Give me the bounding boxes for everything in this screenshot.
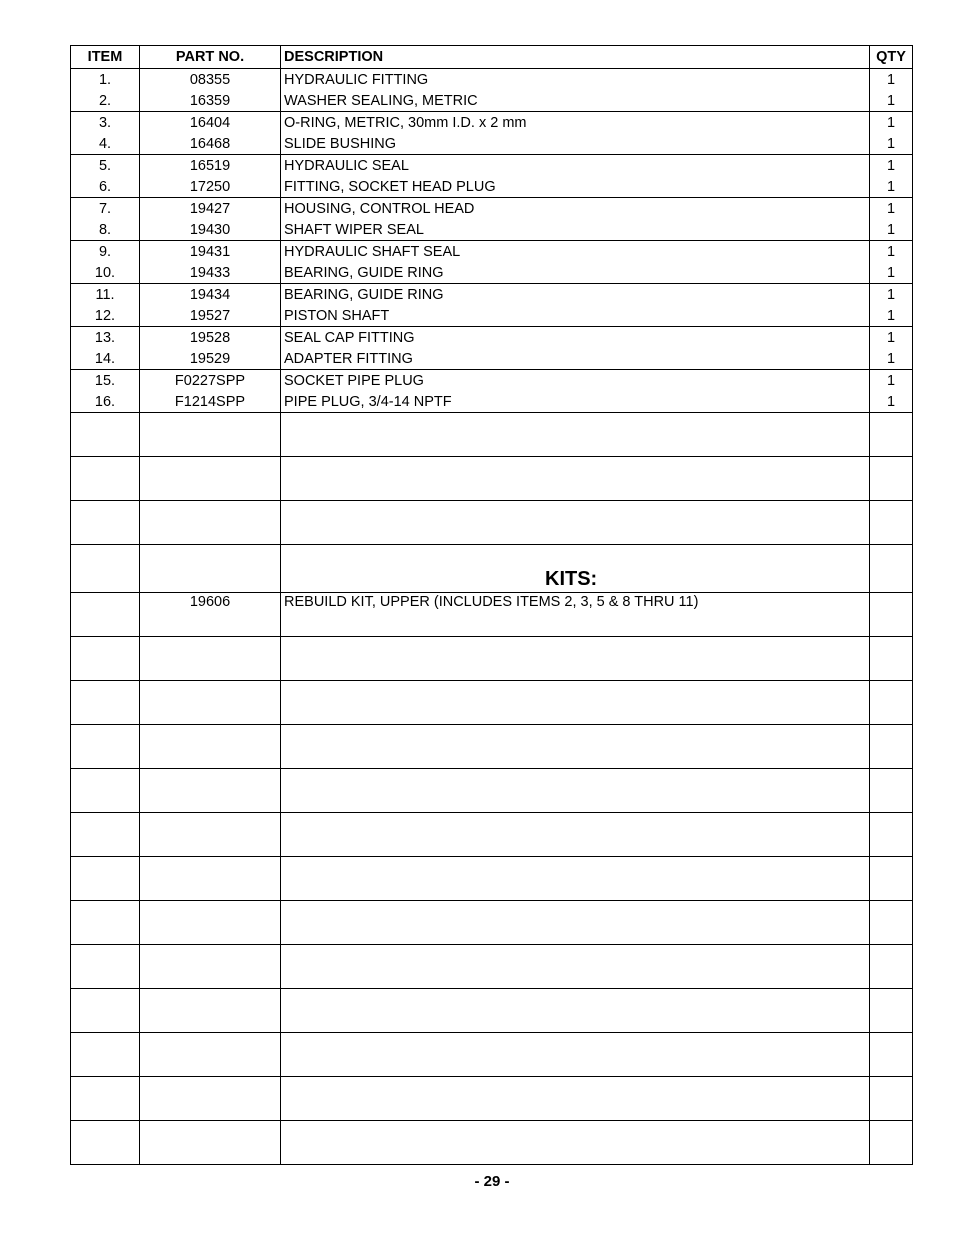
blank-row <box>71 813 913 857</box>
cell-part-no <box>140 1077 281 1121</box>
cell-description <box>281 725 870 769</box>
table-row <box>71 69 913 91</box>
cell-qty: 1 <box>870 348 913 370</box>
blank-row <box>71 769 913 813</box>
cell-item: 13. <box>71 327 140 349</box>
page-number: - 29 - <box>474 1173 510 1190</box>
cell-qty: 1 <box>870 176 913 198</box>
blank-row <box>71 945 913 989</box>
cell-part-no <box>140 545 281 593</box>
table-row <box>71 133 913 155</box>
cell-part-no: 16519 <box>140 155 281 177</box>
cell-description <box>281 1077 870 1121</box>
cell-item <box>71 501 140 545</box>
table-row <box>71 155 913 177</box>
cell-item <box>71 1121 140 1165</box>
cell-qty <box>870 813 913 857</box>
table-row <box>71 90 913 112</box>
cell-qty <box>870 1077 913 1121</box>
cell-item <box>71 989 140 1033</box>
cell-part-no: 19427 <box>140 198 281 220</box>
parts-table <box>70 45 913 1165</box>
cell-description <box>281 637 870 681</box>
cell-qty: 1 <box>870 391 913 413</box>
cell-description <box>281 989 870 1033</box>
cell-part-no: F1214SPP <box>140 391 281 413</box>
cell-part-no: 16404 <box>140 112 281 134</box>
cell-qty <box>870 413 913 457</box>
blank-row <box>71 501 913 545</box>
cell-description <box>281 901 870 945</box>
cell-description <box>281 501 870 545</box>
cell-qty: 1 <box>870 198 913 220</box>
cell-part-no: 19529 <box>140 348 281 370</box>
cell-description: PISTON SHAFT <box>281 305 870 327</box>
table-row <box>71 348 913 370</box>
blank-row <box>71 1121 913 1165</box>
cell-part-no: 16468 <box>140 133 281 155</box>
table-row <box>71 305 913 327</box>
cell-qty <box>870 1033 913 1077</box>
cell-item <box>71 457 140 501</box>
cell-item <box>71 813 140 857</box>
cell-item <box>71 1033 140 1077</box>
column-header-description: DESCRIPTION <box>281 46 870 69</box>
cell-qty: 1 <box>870 133 913 155</box>
cell-part-no <box>140 989 281 1033</box>
cell-item <box>71 1077 140 1121</box>
cell-item <box>71 637 140 681</box>
cell-qty <box>870 945 913 989</box>
cell-item: 11. <box>71 284 140 306</box>
cell-part-no <box>140 857 281 901</box>
cell-description: PIPE PLUG, 3/4-14 NPTF <box>281 391 870 413</box>
cell-part-no: 19434 <box>140 284 281 306</box>
cell-qty: 1 <box>870 327 913 349</box>
cell-qty: 1 <box>870 90 913 112</box>
table-row <box>71 112 913 134</box>
kit-row <box>71 593 913 637</box>
cell-description <box>281 1033 870 1077</box>
cell-qty <box>870 593 913 637</box>
blank-row <box>71 901 913 945</box>
blank-row <box>71 857 913 901</box>
cell-qty: 1 <box>870 241 913 263</box>
cell-qty: 1 <box>870 284 913 306</box>
cell-qty: 1 <box>870 262 913 284</box>
cell-description: FITTING, SOCKET HEAD PLUG <box>281 176 870 198</box>
cell-part-no: 16359 <box>140 90 281 112</box>
cell-part-no: 19528 <box>140 327 281 349</box>
cell-item <box>71 413 140 457</box>
cell-item: 10. <box>71 262 140 284</box>
cell-qty: 1 <box>870 112 913 134</box>
cell-qty <box>870 545 913 593</box>
cell-part-no: F0227SPP <box>140 370 281 392</box>
table-row <box>71 370 913 392</box>
cell-item <box>71 593 140 637</box>
cell-part-no <box>140 1033 281 1077</box>
cell-qty: 1 <box>870 69 913 91</box>
column-header-item: ITEM <box>71 46 140 69</box>
cell-part-no <box>140 769 281 813</box>
cell-item: 5. <box>71 155 140 177</box>
cell-part-no: 08355 <box>140 69 281 91</box>
cell-qty <box>870 989 913 1033</box>
cell-description: SHAFT WIPER SEAL <box>281 219 870 241</box>
cell-description: BEARING, GUIDE RING <box>281 262 870 284</box>
blank-row <box>71 637 913 681</box>
cell-item: 6. <box>71 176 140 198</box>
cell-description: HYDRAULIC FITTING <box>281 69 870 91</box>
table-row <box>71 198 913 220</box>
cell-description: HOUSING, CONTROL HEAD <box>281 198 870 220</box>
cell-qty <box>870 901 913 945</box>
cell-item: 16. <box>71 391 140 413</box>
cell-item: 9. <box>71 241 140 263</box>
cell-part-no: 19433 <box>140 262 281 284</box>
cell-description <box>281 813 870 857</box>
kits-heading-row <box>71 545 913 593</box>
cell-description: WASHER SEALING, METRIC <box>281 90 870 112</box>
cell-description: SOCKET PIPE PLUG <box>281 370 870 392</box>
cell-part-no <box>140 1121 281 1165</box>
table-header-row <box>71 46 913 69</box>
cell-description: HYDRAULIC SHAFT SEAL <box>281 241 870 263</box>
table-row <box>71 262 913 284</box>
cell-item <box>71 681 140 725</box>
cell-part-no <box>140 413 281 457</box>
cell-description <box>281 1121 870 1165</box>
column-header-part-no: PART NO. <box>140 46 281 69</box>
cell-qty <box>870 681 913 725</box>
cell-item: 1. <box>71 69 140 91</box>
blank-row <box>71 725 913 769</box>
cell-description <box>281 945 870 989</box>
blank-row <box>71 457 913 501</box>
cell-qty: 1 <box>870 305 913 327</box>
table-row <box>71 327 913 349</box>
cell-item: 4. <box>71 133 140 155</box>
cell-description: REBUILD KIT, UPPER (INCLUDES ITEMS 2, 3, 5 & 8 THRU 11) <box>281 593 870 637</box>
cell-qty <box>870 725 913 769</box>
cell-part-no <box>140 813 281 857</box>
cell-item <box>71 901 140 945</box>
cell-description: SLIDE BUSHING <box>281 133 870 155</box>
blank-row <box>71 413 913 457</box>
cell-part-no: 17250 <box>140 176 281 198</box>
cell-part-no <box>140 681 281 725</box>
blank-row <box>71 681 913 725</box>
cell-item: 3. <box>71 112 140 134</box>
cell-qty <box>870 637 913 681</box>
cell-part-no <box>140 457 281 501</box>
cell-description <box>281 681 870 725</box>
cell-description <box>281 457 870 501</box>
cell-qty <box>870 457 913 501</box>
cell-description: O-RING, METRIC, 30mm I.D. x 2 mm <box>281 112 870 134</box>
cell-description <box>281 413 870 457</box>
cell-qty: 1 <box>870 219 913 241</box>
cell-description <box>281 769 870 813</box>
kits-heading: KITS: <box>281 545 870 593</box>
cell-qty: 1 <box>870 370 913 392</box>
blank-row <box>71 1033 913 1077</box>
blank-row <box>71 1077 913 1121</box>
cell-part-no <box>140 725 281 769</box>
blank-row <box>71 989 913 1033</box>
cell-qty: 1 <box>870 155 913 177</box>
cell-item: 2. <box>71 90 140 112</box>
cell-description: SEAL CAP FITTING <box>281 327 870 349</box>
cell-item: 14. <box>71 348 140 370</box>
cell-item: 12. <box>71 305 140 327</box>
cell-part-no <box>140 637 281 681</box>
cell-item <box>71 725 140 769</box>
cell-qty <box>870 501 913 545</box>
cell-description: BEARING, GUIDE RING <box>281 284 870 306</box>
table-row <box>71 391 913 413</box>
cell-part-no <box>140 945 281 989</box>
table-row <box>71 284 913 306</box>
cell-qty <box>870 857 913 901</box>
cell-item <box>71 769 140 813</box>
cell-qty <box>870 769 913 813</box>
cell-part-no: 19431 <box>140 241 281 263</box>
cell-item <box>71 857 140 901</box>
cell-description: HYDRAULIC SEAL <box>281 155 870 177</box>
table-row <box>71 176 913 198</box>
cell-description: ADAPTER FITTING <box>281 348 870 370</box>
cell-qty <box>870 1121 913 1165</box>
cell-item: 15. <box>71 370 140 392</box>
cell-description <box>281 857 870 901</box>
cell-item <box>71 945 140 989</box>
cell-part-no: 19527 <box>140 305 281 327</box>
cell-item <box>71 545 140 593</box>
cell-part-no <box>140 901 281 945</box>
cell-part-no <box>140 501 281 545</box>
cell-part-no: 19430 <box>140 219 281 241</box>
cell-part-no: 19606 <box>140 593 281 637</box>
table-row <box>71 219 913 241</box>
column-header-qty: QTY <box>870 46 913 69</box>
table-body <box>71 69 913 1165</box>
cell-item: 8. <box>71 219 140 241</box>
table-row <box>71 241 913 263</box>
cell-item: 7. <box>71 198 140 220</box>
